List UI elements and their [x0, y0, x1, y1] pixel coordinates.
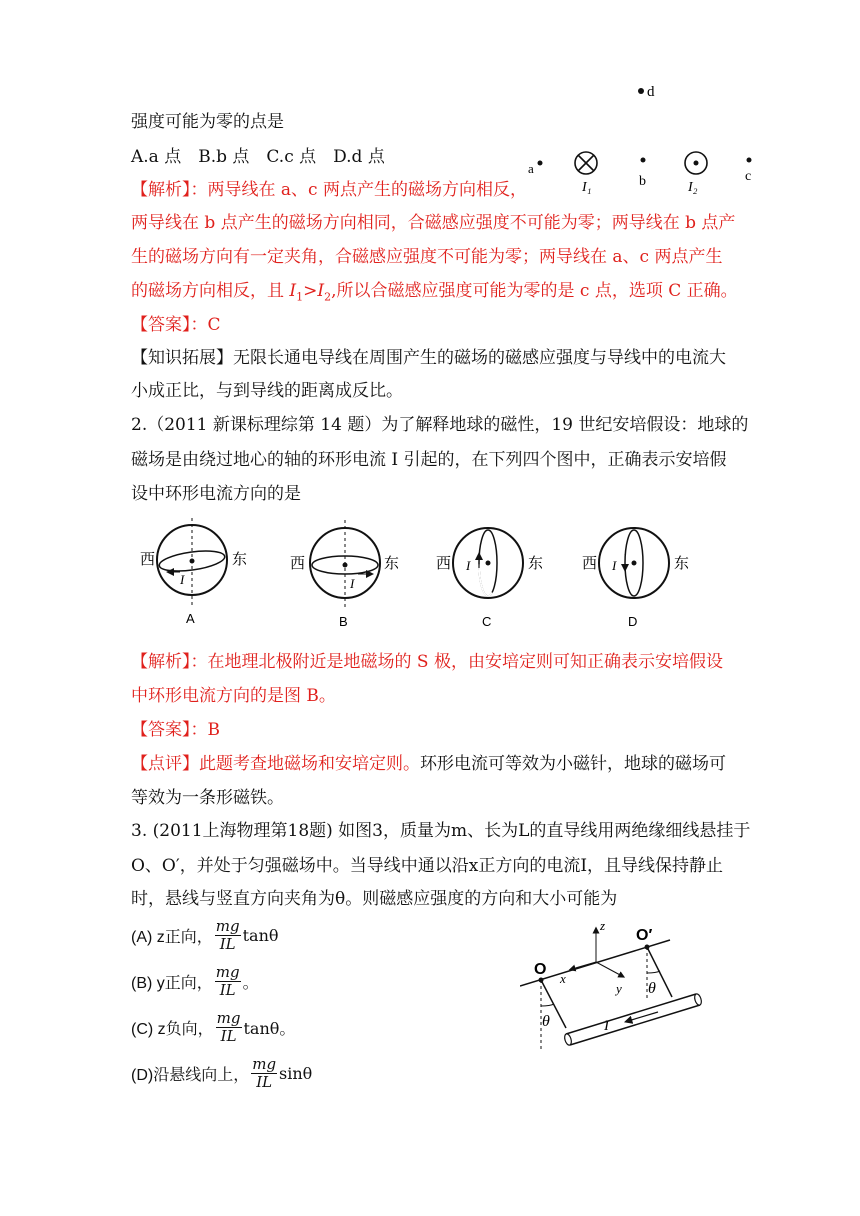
- q2-analysis-line-1: 【解析】：在地理北极附近是地磁场的 S 极，由安培定则可知正确表示安培假设: [131, 652, 723, 672]
- q3-option-a: [131, 918, 279, 953]
- q3-option-a-num: mg: [215, 917, 240, 935]
- q3-wire-figure: [520, 918, 720, 1058]
- q3-stem-line-2: O、O′，并处于匀强磁场中。当导线中通以沿x正方向的电流I，且导线保持静止: [131, 856, 724, 876]
- q3-option-c: [131, 1010, 295, 1045]
- wire-into-page-icon: [575, 152, 597, 174]
- globe-a-west-label: 西: [140, 550, 156, 568]
- globe-c: [436, 528, 543, 629]
- q3-option-d: [131, 1056, 312, 1091]
- theta-right: θ: [648, 980, 656, 997]
- globe-a: [140, 518, 247, 626]
- z-axis-label: z: [600, 918, 606, 933]
- globe-d-west-label: 西: [582, 554, 598, 572]
- globe-b-current-label: I: [350, 576, 355, 591]
- q2-stem-line-1: 2.（2011 新课标理综第 14 题）为了解释地球的磁性，19 世纪安培假设：地球的: [131, 415, 749, 435]
- q3-option-c-fraction: [216, 1010, 242, 1045]
- q2-comment-line-1: [131, 753, 726, 775]
- wire-out-of-page-icon: [685, 152, 707, 174]
- globe-b: [290, 520, 399, 629]
- angle-arc-right: [647, 971, 660, 973]
- q1-answer: 【答案】：C: [131, 315, 221, 335]
- globe-b-label: B: [339, 614, 348, 629]
- q3-option-a-label: (A) z正向，: [131, 929, 213, 946]
- globe-c-current-label: I: [466, 558, 471, 573]
- q1-analysis-line-1: 【解析】：两导线在 a、c 两点产生的磁场方向相反，: [131, 180, 527, 200]
- q1-extension-line-2: 小成正比，与到导线的距离成反比。: [131, 381, 403, 401]
- angle-arc-left: [541, 1004, 554, 1006]
- globe-d: [582, 528, 689, 629]
- globe-a-label: A: [186, 611, 195, 626]
- q3-option-b-label: (B) y正向，: [131, 975, 213, 992]
- q3-option-c-tail: tanθ。: [243, 1019, 296, 1038]
- q1-extension-line-1: 【知识拓展】无限长通电导线在周围产生的磁场的磁感应强度与导线中的电流大: [131, 348, 726, 368]
- point-b-dot: [641, 158, 646, 163]
- q1-stem-tail: 强度可能为零的点是: [131, 112, 284, 132]
- q2-comment-line-2: 等效为一条形磁铁。: [131, 788, 284, 808]
- q1-analysis-4g: ,所以合磁感应强度可能为零的是 c 点，选项 C 正确。: [331, 281, 738, 301]
- q1-gt: >: [303, 281, 318, 301]
- theta-left: θ: [542, 1013, 550, 1030]
- current-i1-label: I₁: [582, 180, 592, 195]
- globe-c-label: C: [482, 614, 492, 629]
- q3-option-a-fraction: [215, 918, 241, 953]
- globe-a-east-label: 东: [232, 550, 248, 568]
- y-axis-label: y: [616, 981, 622, 996]
- q3-option-a-tail: tanθ: [242, 926, 279, 945]
- q1-wire-figure: [520, 78, 780, 198]
- q1-i2: I: [317, 281, 325, 301]
- q3-option-c-num: mg: [216, 1009, 241, 1027]
- q1-options: A.a 点 B.b 点 C.c 点 D.d 点: [131, 147, 385, 167]
- q3-option-b-tail: 。: [242, 973, 259, 992]
- q3-option-d-num: mg: [252, 1055, 277, 1073]
- q3-option-a-den: IL: [219, 935, 236, 953]
- q2-answer: 【答案】：B: [131, 720, 220, 740]
- q3-option-d-fraction: [251, 1056, 277, 1091]
- x-axis-label: x: [560, 971, 566, 986]
- q1-i1-sub: 1: [296, 290, 304, 304]
- globe-a-current-label: I: [180, 572, 185, 587]
- point-c-label: c: [745, 169, 752, 184]
- point-a-dot: [538, 161, 543, 166]
- globe-b-west-label: 西: [290, 554, 306, 572]
- q3-option-c-den: IL: [220, 1027, 237, 1045]
- globe-d-east-label: 东: [674, 554, 690, 572]
- q1-analysis-line-3: 生的磁场方向有一定夹角，合磁感应强度不可能为零；两导线在 a、c 两点产生: [131, 247, 723, 267]
- x-axis-arrow: [572, 962, 596, 969]
- q2-comment-black: 环形电流可等效为小磁针，地球的磁场可: [420, 754, 726, 774]
- q1-analysis-4a: 的磁场方向相反，且: [131, 281, 290, 301]
- q3-option-d-den: IL: [256, 1073, 273, 1091]
- q3-option-b-num: mg: [215, 963, 240, 981]
- q1-analysis-line-4: [131, 280, 738, 308]
- point-b-label: b: [639, 174, 646, 189]
- q3-option-c-label: (C) z负向，: [131, 1021, 214, 1038]
- point-d-label: d: [647, 84, 655, 100]
- globe-b-east-label: 东: [384, 554, 400, 572]
- q3-option-b-den: IL: [219, 981, 236, 999]
- q3-option-d-tail: sinθ: [279, 1064, 313, 1083]
- globe-d-current-label: I: [612, 558, 617, 573]
- q3-stem-line-3: 时，悬线与竖直方向夹角为θ。则磁感应强度的方向和大小可能为: [131, 889, 618, 909]
- q2-globe-figure: [140, 518, 720, 638]
- q2-stem-line-3: 设中环形电流方向的是: [131, 484, 301, 504]
- point-a-label: a: [528, 161, 534, 176]
- q1-analysis-line-2: 两导线在 b 点产生的磁场方向相同，合磁感应强度不可能为零；两导线在 b 点产: [131, 213, 736, 233]
- q1-i1: I: [289, 281, 297, 301]
- globe-c-west-label: 西: [436, 554, 452, 572]
- pivot-o-label: O: [534, 961, 547, 978]
- q3-option-d-label: (D)沿悬线向上，: [131, 1067, 250, 1084]
- q1-i2-sub: 2: [324, 290, 332, 304]
- current-i2-label: I₂: [688, 180, 698, 195]
- q2-analysis-line-2: 中环形电流方向的是图 B。: [131, 686, 336, 706]
- point-c-dot: [747, 158, 752, 163]
- q3-option-b: [131, 964, 259, 999]
- globe-d-label: D: [628, 614, 638, 629]
- globe-c-east-label: 东: [528, 554, 544, 572]
- q3-option-b-fraction: [215, 964, 241, 999]
- q2-stem-line-2: 磁场是由绕过地心的轴的环形电流 I 引起的，在下列四个图中，正确表示安培假: [131, 450, 727, 470]
- point-d-dot: [638, 88, 644, 94]
- q2-comment-red: 【点评】此题考查地磁场和安培定则。: [131, 754, 420, 774]
- pivot-o-prime-label: O′: [636, 927, 653, 944]
- q3-stem-line-1: 3. (2011上海物理第18题) 如图3，质量为m、长为L的直导线用两绝缘细线悬挂于: [131, 821, 751, 841]
- current-label: I: [604, 1018, 609, 1034]
- y-axis-arrow: [596, 962, 622, 976]
